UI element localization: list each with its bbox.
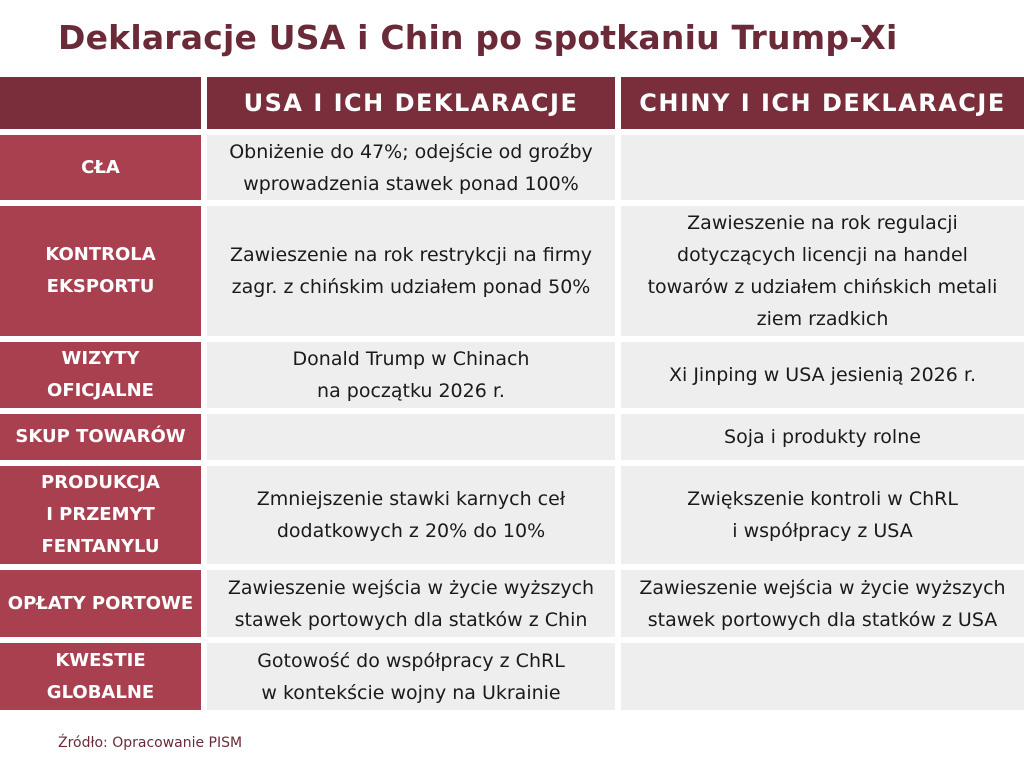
cell-usa-skup-towarow bbox=[207, 414, 621, 466]
table-row bbox=[0, 643, 1024, 716]
cell-usa-fentanyl: Zmniejszenie stawki karnych ceł dodatkowych z 20% do 10% bbox=[207, 466, 621, 570]
table-row bbox=[0, 570, 1024, 643]
row-label-kwestie-globalne: KWESTIE GLOBALNE bbox=[0, 643, 207, 716]
cell-usa-oplaty-portowe: Zawieszenie wejścia w życie wyższych stawek portowych dla statków z Chin bbox=[207, 570, 621, 643]
table-row bbox=[0, 466, 1024, 570]
table-row bbox=[0, 135, 1024, 206]
declarations-table bbox=[0, 77, 1024, 716]
cell-china-oplaty-portowe: Zawieszenie wejścia w życie wyższych stawek portowych dla statków z USA bbox=[621, 570, 1024, 643]
page-title: Deklaracje USA i Chin po spotkaniu Trump-Xi bbox=[58, 18, 898, 57]
row-label-wizyty-oficjalne: WIZYTY OFICJALNE bbox=[0, 342, 207, 414]
cell-china-skup-towarow: Soja i produkty rolne bbox=[621, 414, 1024, 466]
row-label-fentanyl: PRODUKCJA I PRZEMYT FENTANYLU bbox=[0, 466, 207, 570]
row-label-kontrola-eksportu: KONTROLA EKSPORTU bbox=[0, 206, 207, 342]
column-header-china: CHINY I ICH DEKLARACJE bbox=[621, 77, 1024, 135]
cell-usa-wizyty-oficjalne: Donald Trump w Chinach na początku 2026 r. bbox=[207, 342, 621, 414]
table-row bbox=[0, 342, 1024, 414]
row-label-skup-towarow: SKUP TOWARÓW bbox=[0, 414, 207, 466]
cell-china-cla bbox=[621, 135, 1024, 206]
cell-china-fentanyl: Zwiększenie kontroli w ChRL i współpracy z USA bbox=[621, 466, 1024, 570]
cell-china-kontrola-eksportu: Zawieszenie na rok regulacji dotyczących licencji na handel towarów z udziałem chińskich metali ziem rzadkich bbox=[621, 206, 1024, 342]
column-header-usa: USA I ICH DEKLARACJE bbox=[207, 77, 621, 135]
table-row bbox=[0, 206, 1024, 342]
source-note: Źródło: Opracowanie PISM bbox=[58, 735, 243, 751]
cell-usa-kontrola-eksportu: Zawieszenie na rok restrykcji na firmy zagr. z chińskim udziałem ponad 50% bbox=[207, 206, 621, 342]
cell-china-kwestie-globalne bbox=[621, 643, 1024, 716]
cell-usa-kwestie-globalne: Gotowość do współpracy z ChRL w kontekście wojny na Ukrainie bbox=[207, 643, 621, 716]
row-label-cla: CŁA bbox=[0, 135, 207, 206]
table-header-row bbox=[0, 77, 1024, 135]
cell-usa-cla: Obniżenie do 47%; odejście od groźby wprowadzenia stawek ponad 100% bbox=[207, 135, 621, 206]
row-label-oplaty-portowe: OPŁATY PORTOWE bbox=[0, 570, 207, 643]
cell-china-wizyty-oficjalne: Xi Jinping w USA jesienią 2026 r. bbox=[621, 342, 1024, 414]
header-corner bbox=[0, 77, 207, 135]
table-row bbox=[0, 414, 1024, 466]
